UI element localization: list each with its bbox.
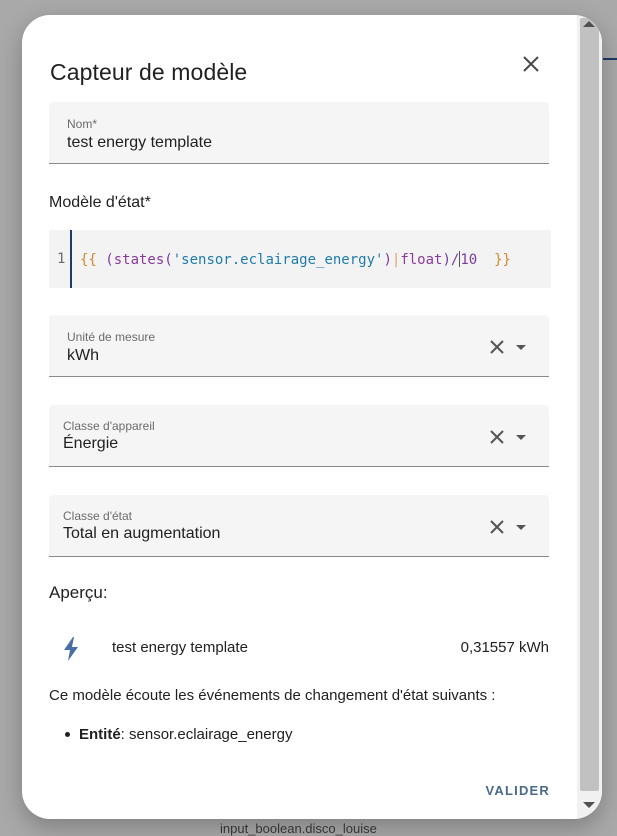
state-class-label: Classe d'état — [63, 509, 132, 523]
code-token: {{ — [80, 252, 97, 268]
code-token: ( — [164, 252, 173, 268]
code-token: ) — [383, 252, 392, 268]
code-token: ) — [442, 252, 451, 268]
lightning-bolt-icon — [62, 637, 80, 661]
listener-item-value: : sensor.eclairage_energy — [120, 726, 293, 743]
state-template-editor[interactable] — [49, 230, 551, 288]
code-token: float — [400, 252, 443, 268]
background-accent-line — [603, 58, 617, 60]
line-number: 1 — [57, 251, 66, 267]
preview-entity-value: 0,31557 kWh — [460, 639, 549, 656]
unit-select-label: Unité de mesure — [67, 330, 156, 344]
state-template-label: Modèle d'état* — [49, 194, 151, 211]
dialog-title: Capteur de modèle — [50, 59, 248, 85]
name-field-value: test energy template — [67, 134, 212, 151]
state-class-value: Total en augmentation — [63, 525, 221, 542]
code-token: 'sensor.eclairage_energy' — [172, 252, 384, 268]
clear-icon[interactable] — [489, 429, 505, 445]
scrollbar-thumb[interactable] — [580, 18, 599, 791]
code-line — [80, 251, 511, 268]
preview-entity-name: test energy template — [112, 639, 248, 656]
code-token: | — [391, 252, 401, 268]
close-button[interactable] — [516, 49, 546, 79]
clear-icon[interactable] — [489, 519, 505, 535]
editor-gutter — [49, 230, 72, 288]
listeners-intro: Ce modèle écoute les événements de changement d'état suivants : — [49, 687, 496, 704]
state-class-select[interactable] — [49, 495, 549, 557]
device-class-label: Classe d'appareil — [63, 419, 155, 433]
unit-select-value: kWh — [67, 347, 99, 364]
bullet — [65, 732, 70, 737]
close-icon — [522, 55, 540, 73]
listener-item — [79, 726, 292, 743]
code-token: 10 — [460, 252, 478, 268]
device-class-select[interactable] — [49, 405, 549, 467]
chevron-down-icon[interactable] — [516, 345, 526, 350]
listener-item-key: Entité — [79, 726, 121, 743]
scroll-down-arrow-icon[interactable] — [583, 802, 595, 808]
unit-select[interactable] — [49, 315, 549, 377]
code-token: / — [450, 252, 460, 268]
preview-label: Aperçu: — [49, 583, 108, 602]
device-class-value: Énergie — [63, 435, 119, 452]
chevron-down-icon[interactable] — [516, 435, 526, 440]
name-field-label: Nom* — [67, 117, 98, 131]
clear-icon[interactable] — [489, 339, 505, 355]
code-token: ( — [96, 252, 114, 268]
code-token: }} — [477, 252, 511, 268]
name-field[interactable] — [49, 102, 549, 164]
template-sensor-dialog — [22, 15, 602, 819]
background-entity-text: input_boolean.disco_louise — [220, 821, 377, 836]
code-token: states — [113, 252, 165, 268]
scroll-up-arrow-icon[interactable] — [583, 21, 595, 27]
submit-button[interactable]: VALIDER — [485, 783, 550, 798]
chevron-down-icon[interactable] — [516, 525, 526, 530]
